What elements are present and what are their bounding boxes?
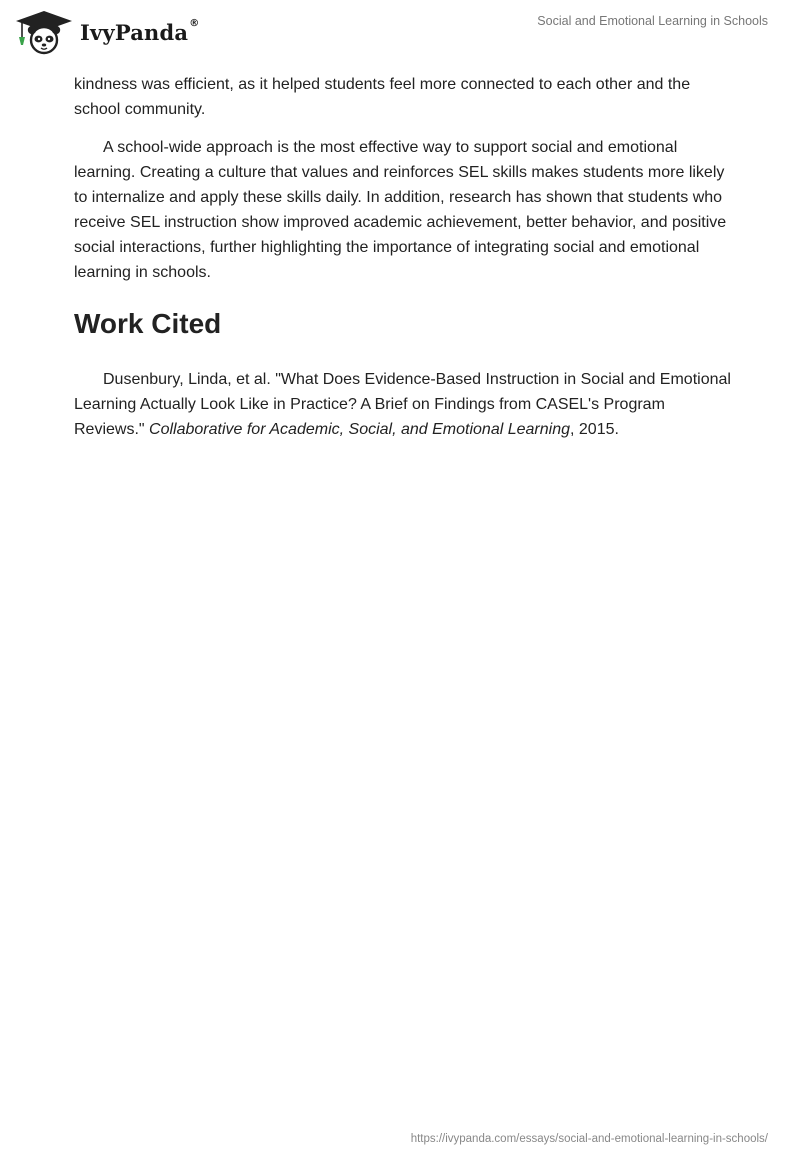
brand-name-text: IvyPanda (80, 19, 189, 45)
works-cited-heading: Work Cited (74, 308, 222, 339)
body-paragraph-continued: kindness was efficient, as it helped students feel more connected to each other and the school community. (74, 76, 691, 118)
citation-source: Collaborative for Academic, Social, and Emotional Learning (149, 421, 570, 438)
citation-text: Dusenbury, Linda, et al. "What Does Evidence-Based Instruction in Social and Emotional Learning Actually Look Like in Practice? A Brief on Findings from CASEL's Program Reviews." (74, 371, 731, 438)
brand-name (80, 17, 200, 45)
page-header (0, 0, 800, 64)
ivypanda-logo[interactable] (14, 8, 199, 56)
citation-year: , 2015. (570, 421, 619, 438)
registered-mark: ® (189, 17, 200, 29)
citation-entry (74, 367, 734, 442)
document-title: Social and Emotional Learning in Schools (537, 14, 768, 28)
body-paragraph: A school-wide approach is the most effective way to support social and emotional learning. Creating a culture that values and reinforces SEL skills makes students more likely to internalize and apply these skills daily. In addition, research has shown that students who receive SEL instruction show improved academic achievement, better behavior, and positive social interactions, further highlighting the importance of integrating social and emotional learning in schools. (74, 139, 727, 281)
source-url-link[interactable]: https://ivypanda.com/essays/social-and-emotional-learning-in-schools/ (410, 1133, 768, 1145)
panda-graduation-cap-logo-icon (14, 9, 74, 55)
essay-content (74, 72, 734, 455)
